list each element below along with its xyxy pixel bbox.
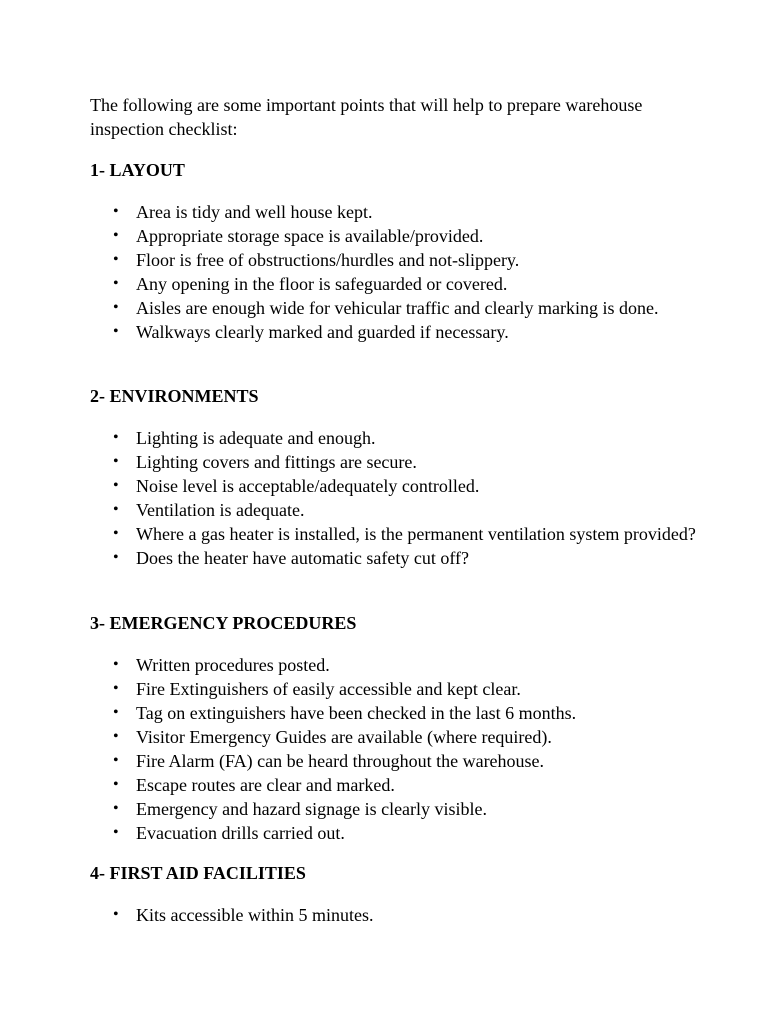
list-item bbox=[90, 903, 700, 927]
list-item-text: Fire Extinguishers of easily accessible and kept clear. bbox=[136, 679, 521, 699]
list-item-text: Where a gas heater is installed, is the permanent ventilation system provided? bbox=[136, 524, 696, 544]
list-item-text: Ventilation is adequate. bbox=[136, 500, 305, 520]
list-item bbox=[90, 773, 700, 797]
bullet-icon: • bbox=[113, 824, 119, 841]
list-item-text: Floor is free of obstructions/hurdles and not-slippery. bbox=[136, 250, 520, 270]
bullet-icon: • bbox=[113, 906, 119, 923]
list-item-text: Kits accessible within 5 minutes. bbox=[136, 905, 374, 925]
list-item-text: Written procedures posted. bbox=[136, 655, 330, 675]
bullet-icon: • bbox=[113, 800, 119, 817]
list-item-text: Emergency and hazard signage is clearly visible. bbox=[136, 799, 488, 819]
list-item bbox=[90, 200, 700, 224]
bullet-icon: • bbox=[113, 776, 119, 793]
bullet-icon: • bbox=[113, 549, 119, 566]
list-item bbox=[90, 224, 700, 248]
list-item-text: Fire Alarm (FA) can be heard throughout the warehouse. bbox=[136, 751, 545, 771]
emergency-procedures-checklist bbox=[90, 653, 700, 845]
list-item-text: Any opening in the floor is safeguarded or covered. bbox=[136, 274, 508, 294]
list-item-text: Walkways clearly marked and guarded if necessary. bbox=[136, 322, 509, 342]
list-item bbox=[90, 677, 700, 701]
list-item bbox=[90, 749, 700, 773]
list-item bbox=[90, 653, 700, 677]
list-item-text: Lighting covers and fittings are secure. bbox=[136, 452, 417, 472]
list-item bbox=[90, 248, 700, 272]
list-item bbox=[90, 701, 700, 725]
list-item bbox=[90, 498, 700, 522]
list-item-text: Appropriate storage space is available/provided. bbox=[136, 226, 484, 246]
list-item-text: Noise level is acceptable/adequately controlled. bbox=[136, 476, 480, 496]
section-heading-environments: 2- ENVIRONMENTS bbox=[90, 386, 259, 406]
bullet-icon: • bbox=[113, 203, 119, 220]
bullet-icon: • bbox=[113, 299, 119, 316]
list-item-text: Aisles are enough wide for vehicular traffic and clearly marking is done. bbox=[136, 298, 659, 318]
bullet-icon: • bbox=[113, 680, 119, 697]
list-item bbox=[90, 296, 700, 320]
layout-checklist bbox=[90, 200, 700, 344]
list-item-text: Tag on extinguishers have been checked in the last 6 months. bbox=[136, 703, 577, 723]
section-heading-first-aid-facilities: 4- FIRST AID FACILITIES bbox=[90, 863, 306, 883]
list-item bbox=[90, 522, 700, 546]
list-item bbox=[90, 272, 700, 296]
list-item bbox=[90, 474, 700, 498]
list-item-text: Visitor Emergency Guides are available (where required). bbox=[136, 727, 552, 747]
first-aid-checklist bbox=[90, 903, 700, 927]
bullet-icon: • bbox=[113, 656, 119, 673]
list-item-text: Does the heater have automatic safety cut off? bbox=[136, 548, 470, 568]
bullet-icon: • bbox=[113, 429, 119, 446]
list-item bbox=[90, 320, 700, 344]
section-heading-emergency-procedures: 3- EMERGENCY PROCEDURES bbox=[90, 613, 357, 633]
bullet-icon: • bbox=[113, 728, 119, 745]
list-item bbox=[90, 725, 700, 749]
list-item bbox=[90, 450, 700, 474]
list-item bbox=[90, 821, 700, 845]
list-item bbox=[90, 797, 700, 821]
list-item-text: Escape routes are clear and marked. bbox=[136, 775, 395, 795]
bullet-icon: • bbox=[113, 227, 119, 244]
intro-paragraph: The following are some important points that will help to prepare warehouse inspection checklist: bbox=[90, 95, 643, 139]
list-item-text: Area is tidy and well house kept. bbox=[136, 202, 373, 222]
list-item-text: Lighting is adequate and enough. bbox=[136, 428, 376, 448]
bullet-icon: • bbox=[113, 501, 119, 518]
bullet-icon: • bbox=[113, 752, 119, 769]
bullet-icon: • bbox=[113, 323, 119, 340]
bullet-icon: • bbox=[113, 251, 119, 268]
bullet-icon: • bbox=[113, 453, 119, 470]
bullet-icon: • bbox=[113, 275, 119, 292]
list-item-text: Evacuation drills carried out. bbox=[136, 823, 345, 843]
section-heading-layout: 1- LAYOUT bbox=[90, 160, 185, 180]
list-item bbox=[90, 426, 700, 450]
bullet-icon: • bbox=[113, 525, 119, 542]
environments-checklist bbox=[90, 426, 700, 570]
list-item bbox=[90, 546, 700, 570]
bullet-icon: • bbox=[113, 477, 119, 494]
bullet-icon: • bbox=[113, 704, 119, 721]
